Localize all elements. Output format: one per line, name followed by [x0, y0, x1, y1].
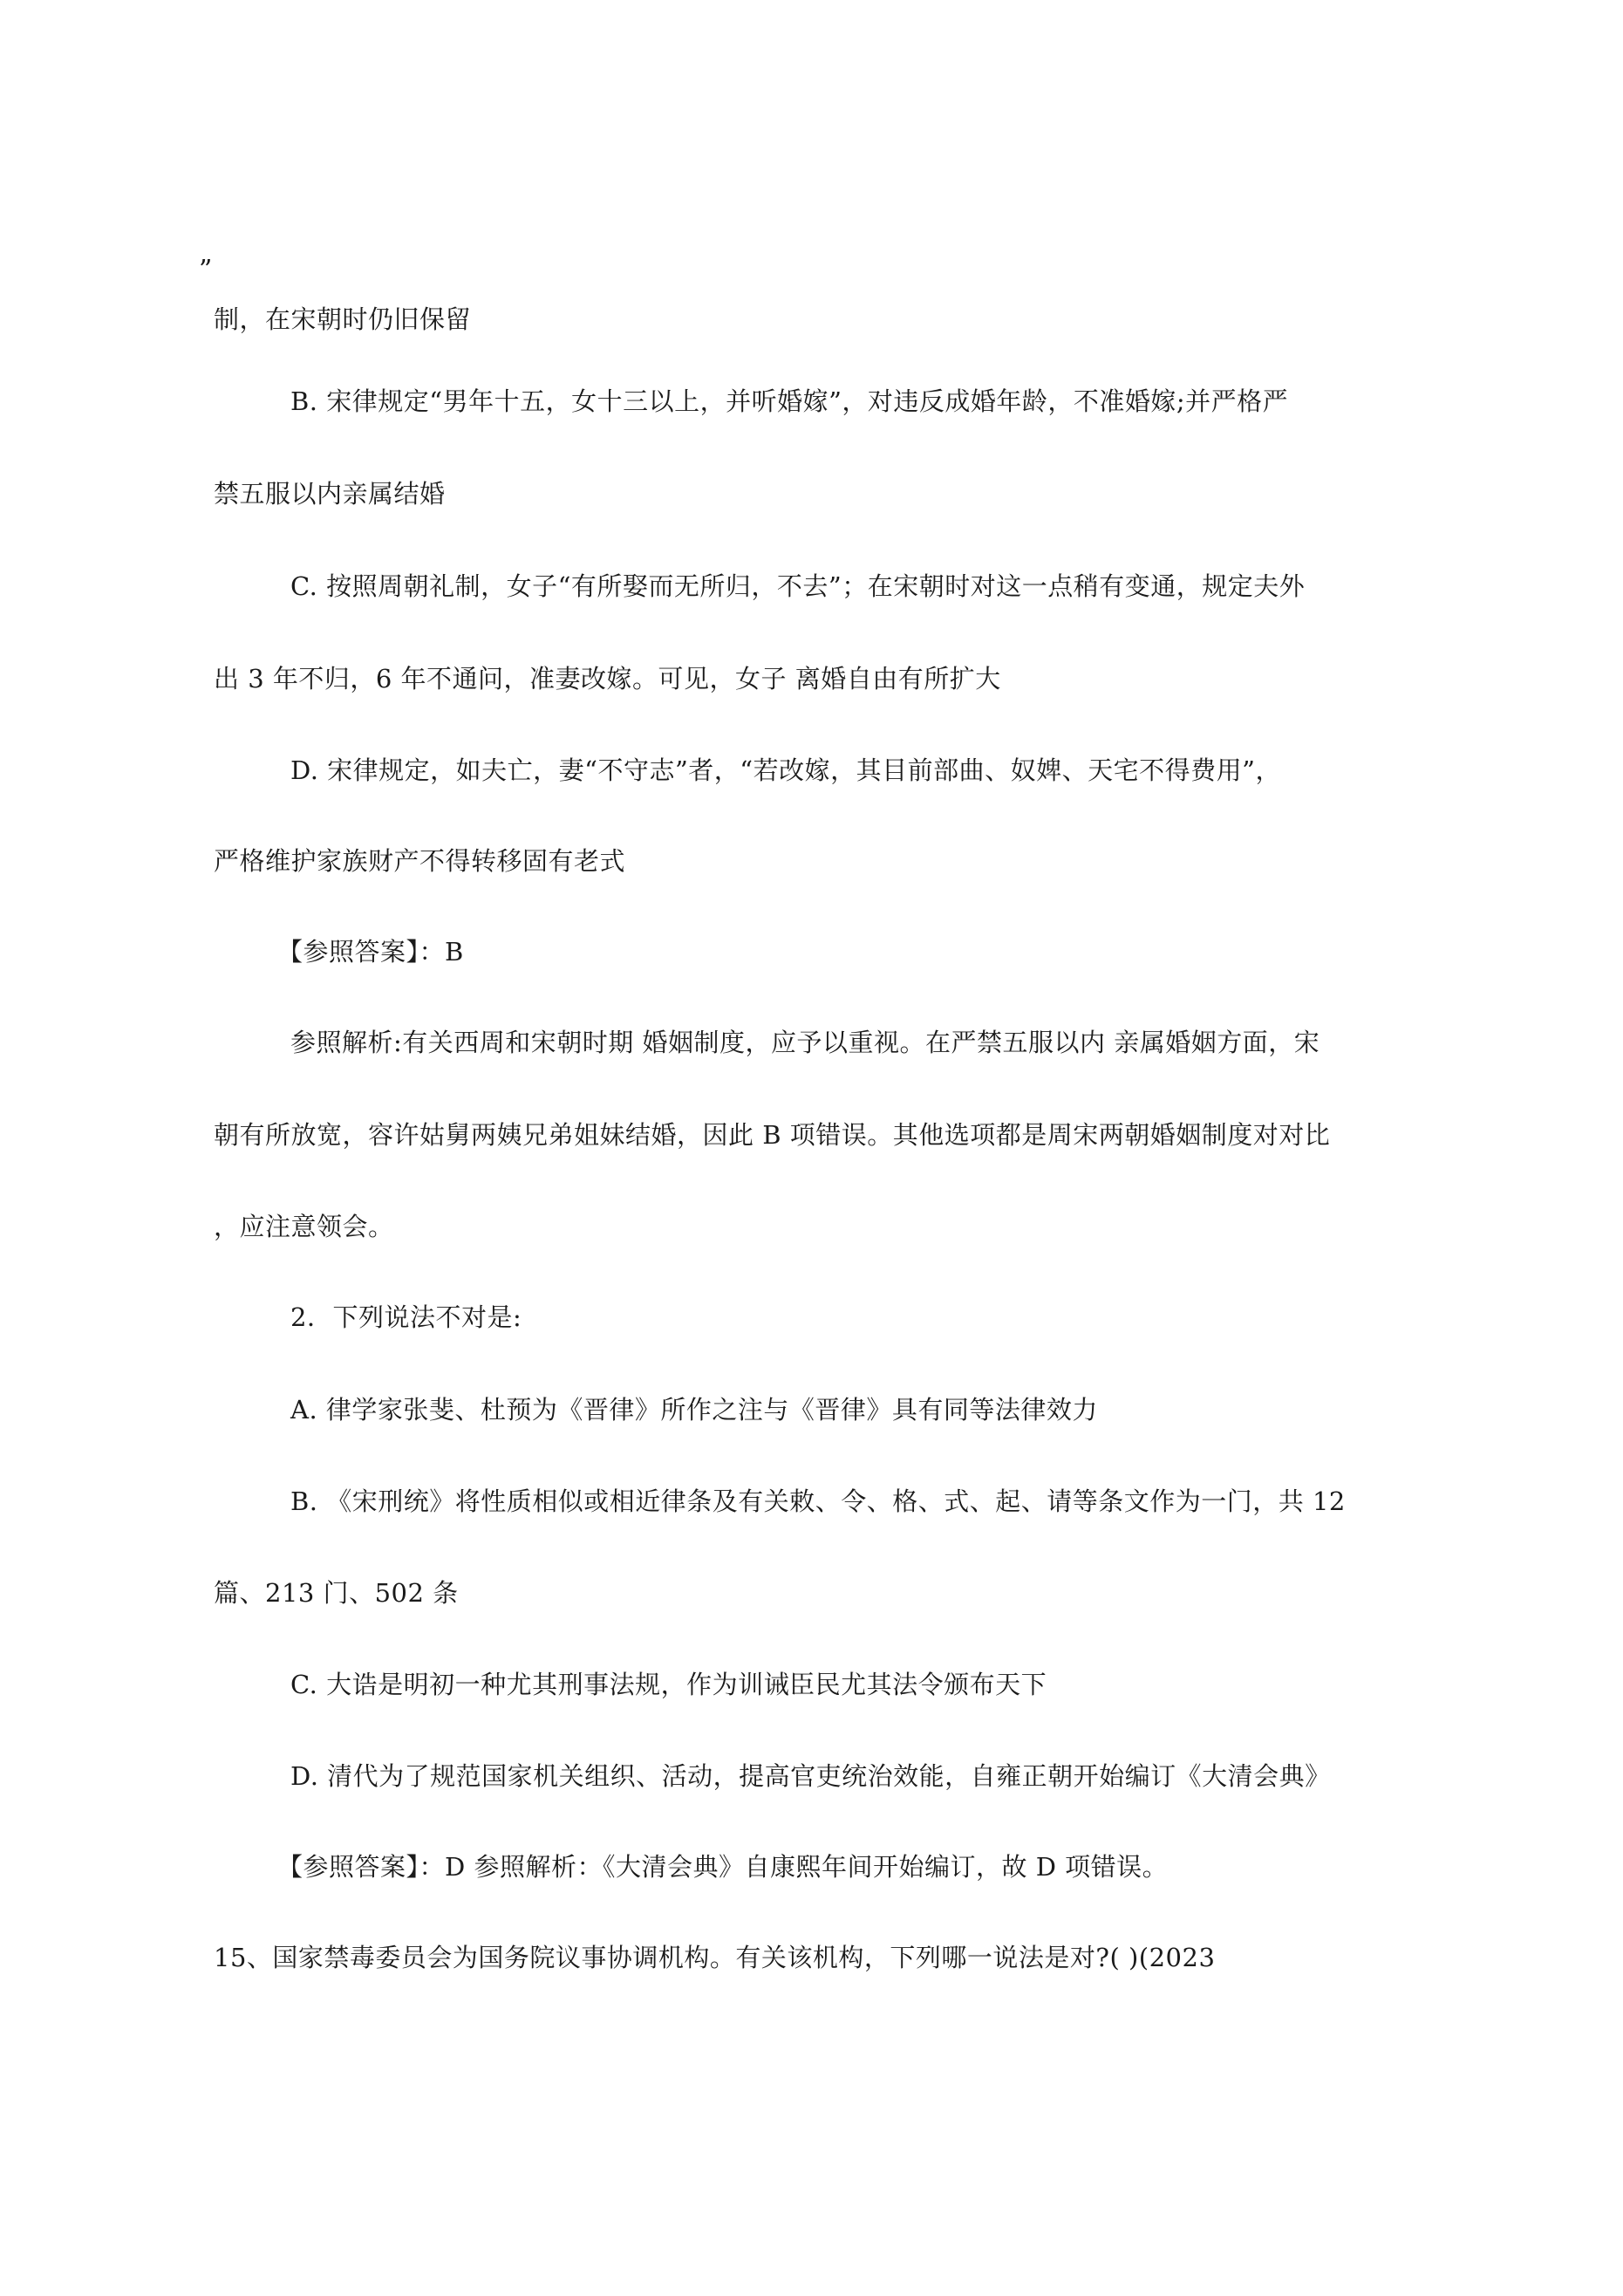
option-b-line: B. 宋律规定“男年十五，女十三以上，并听婚嫁”，对违反成婚年龄，不准婚嫁;并严格严 — [290, 386, 1289, 416]
option-b-line: B. 《宋刑统》将性质相似或相近律条及有关敕、令、格、式、起、请等条文作为一门，共 12 — [290, 1486, 1346, 1516]
question-title: 2．下列说法不对是: — [290, 1302, 522, 1332]
option-d-line: D. 清代为了规范国家机关组织、活动，提高官吏统治效能，自雍正朝开始编订《大清会典》 — [290, 1761, 1331, 1791]
paragraph-line: 禁五服以内亲属结婚 — [214, 479, 446, 509]
analysis-line: 朝有所放宽，容许姑舅两姨兄弟姐妹结婚，因此 B 项错误。其他选项都是周宋两朝婚姻制度对对比 — [214, 1120, 1331, 1150]
option-c-line: C. 大诰是明初一种尤其刑事法规，作为训诫臣民尤其法令颁布天下 — [290, 1670, 1047, 1699]
reference-answer: 【参照答案】：D 参照解析：《大清会典》自康熙年间开始编订，故 D 项错误。 — [277, 1852, 1169, 1882]
paragraph-line: 出 3 年不归，6 年不通问，准妻改嫁。可见，女子 离婚自由有所扩大 — [214, 664, 1001, 694]
option-c-line: C. 按照周朝礼制，女子“有所娶而无所归，不去”；在宋朝时对这一点稍有变通，规定夫外 — [290, 571, 1306, 601]
paragraph-line: 严格维护家族财产不得转移固有老式 — [214, 846, 626, 876]
analysis-line: ，应注意领会。 — [214, 1212, 394, 1241]
question-title: 15、国家禁毒委员会为国务院议事协调机构。有关该机构，下列哪一说法是对?( )(2023 — [214, 1943, 1216, 1972]
option-d-line: D. 宋律规定，如夫亡，妻“不守志”者，“若改嫁，其目前部曲、奴婢、天宅不得费用”， — [290, 755, 1281, 785]
reference-answer: 【参照答案】：B — [277, 937, 464, 967]
option-a-line: A. 律学家张斐、杜预为《晋律》所作之注与《晋律》具有同等法律效力 — [290, 1395, 1098, 1425]
paragraph-line: 篇、213 门、502 条 — [214, 1578, 459, 1608]
paragraph-line: 制，在宋朝时仍旧保留 — [214, 304, 472, 334]
closing-quote-mark: ” — [199, 255, 213, 285]
analysis-line: 参照解析:有关西周和宋朝时期 婚姻制度，应予以重视。在严禁五服以内 亲属婚姻方面，宋 — [290, 1028, 1320, 1057]
